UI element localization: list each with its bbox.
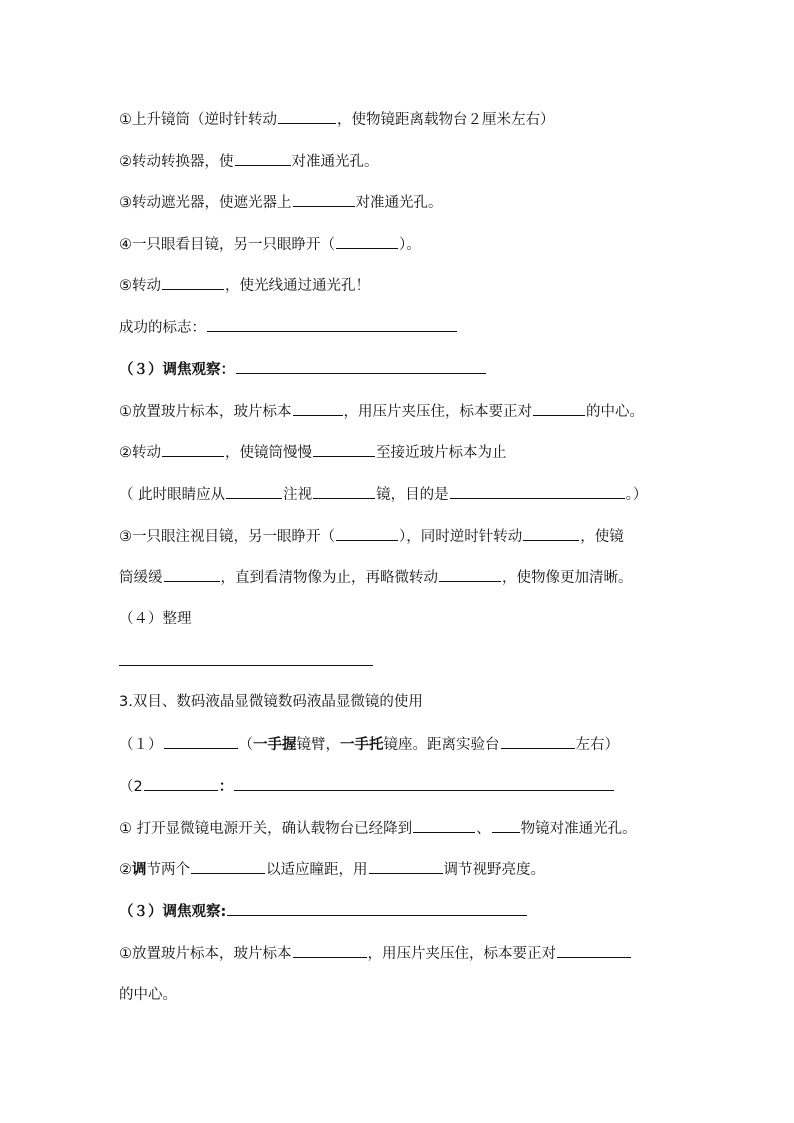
text: ）。	[399, 237, 421, 253]
fill-blank[interactable]	[162, 442, 224, 457]
fill-blank[interactable]	[191, 859, 265, 874]
text: ：	[218, 779, 234, 795]
text: ，使物像更加清晰。	[502, 570, 633, 586]
text: ②	[119, 862, 132, 878]
fill-blank[interactable]	[164, 567, 220, 582]
step-turn-coarse	[119, 442, 754, 463]
text: （４）整理	[119, 611, 192, 627]
fill-blank[interactable]	[413, 818, 475, 833]
text: 镜，目的是	[376, 487, 449, 503]
step-place-slide-2-cont	[119, 985, 754, 1005]
text: ①放置玻片标本，玻片标本	[119, 946, 292, 962]
text: ① 打开显微镜电源开关，确认载物台已经降到	[119, 821, 413, 837]
text: ④一只眼看目镜，另一只眼睁开（	[119, 237, 335, 253]
text: 至接近玻片标本为止	[376, 445, 507, 461]
step-place-slide	[119, 401, 754, 422]
fill-blank[interactable]	[226, 484, 282, 499]
text: ②转动转换器，使	[119, 154, 234, 170]
text: ，使光线通过通光孔！	[225, 278, 370, 294]
text: ②转动	[119, 445, 161, 461]
text: ③一只眼注视目镜，另一眼睁开（	[119, 529, 335, 545]
fill-blank[interactable]	[533, 401, 585, 416]
text: 节两个	[146, 862, 190, 878]
fill-blank[interactable]	[207, 317, 457, 332]
step-place-slide-2	[119, 943, 754, 964]
fill-blank[interactable]	[523, 526, 579, 541]
text: ，使镜	[580, 529, 624, 545]
text: 对准通光孔。	[291, 154, 379, 170]
text: （2	[119, 779, 143, 795]
fill-blank[interactable]	[293, 943, 367, 958]
text: （	[238, 737, 253, 753]
step-power-on	[119, 818, 754, 839]
text: 镜座。距离实验台	[383, 737, 500, 753]
step-turn-mirror	[119, 275, 754, 296]
text: 注视	[283, 487, 313, 503]
fill-blank[interactable]	[293, 192, 355, 207]
fill-blank[interactable]	[313, 442, 375, 457]
text: ，使镜筒慢慢	[225, 445, 312, 461]
text: 调节视野亮度。	[443, 862, 545, 878]
text: （１）	[119, 737, 163, 753]
text: 左右）	[575, 737, 619, 753]
success-sign	[119, 317, 754, 338]
text: 对准通光孔。	[355, 195, 443, 211]
text: 以适应瞳距，用	[266, 862, 368, 878]
text: 筒缓缓	[119, 570, 163, 586]
section-focus-heading	[119, 359, 754, 380]
section-digital-microscope	[119, 692, 754, 712]
fill-blank[interactable]	[336, 234, 398, 249]
fill-blank[interactable]	[313, 484, 375, 499]
text: 、	[476, 821, 491, 837]
fill-blank[interactable]	[492, 818, 520, 833]
step-observe-cont	[119, 567, 754, 588]
text: ，用压片夹压住，标本要正对	[343, 404, 532, 420]
fill-blank[interactable]	[439, 567, 501, 582]
fill-blank[interactable]	[278, 109, 336, 124]
step-raise-tube	[119, 109, 754, 130]
text: ⑤转动	[119, 278, 161, 294]
text: 的中心。	[586, 404, 644, 420]
step-hold	[119, 734, 754, 755]
step-turn-converter	[119, 151, 754, 172]
section-focus-heading-2	[119, 901, 754, 922]
text: 。）	[625, 487, 648, 503]
note-eyes	[119, 484, 754, 505]
text: ①上升镜筒（逆时针转动	[119, 112, 277, 128]
text: 一手握	[253, 737, 297, 753]
fill-blank[interactable]	[234, 776, 614, 791]
answer-line[interactable]	[119, 665, 373, 666]
text: ），同时逆时针转动	[399, 529, 523, 545]
text: ，直到看清物像为止，再略微转动	[220, 570, 438, 586]
fill-blank[interactable]	[336, 526, 398, 541]
text: 一手托	[340, 737, 384, 753]
fill-blank[interactable]	[557, 943, 631, 958]
step-two	[119, 776, 754, 797]
fill-blank[interactable]	[162, 275, 224, 290]
text: ③转动遮光器，使遮光器上	[119, 195, 292, 211]
fill-blank[interactable]	[144, 776, 218, 791]
text: （３）调焦观察：	[119, 362, 235, 378]
step-turn-diaphragm	[119, 192, 754, 213]
text: ，使物镜距离载物台２厘米左右）	[337, 112, 555, 128]
text: （ 此时眼睛应从	[119, 487, 226, 503]
fill-blank[interactable]	[450, 484, 625, 499]
fill-blank[interactable]	[501, 734, 575, 749]
text: ，用压片夹压住，标本要正对	[367, 946, 556, 962]
text: 的中心。	[119, 987, 177, 1003]
fill-blank[interactable]	[227, 901, 527, 916]
text: （３）调焦观察:	[119, 904, 227, 920]
text: 3.双目、数码液晶显微镜数码液晶显微镜的使用	[119, 694, 423, 710]
step-adjust	[119, 859, 754, 880]
text: 调	[132, 862, 147, 878]
step-eyes	[119, 234, 754, 255]
fill-blank[interactable]	[293, 401, 343, 416]
text: 成功的标志：	[119, 320, 206, 336]
text: ①放置玻片标本，玻片标本	[119, 404, 292, 420]
step-observe	[119, 526, 754, 547]
text: 镜臂，	[296, 737, 340, 753]
text: 物镜对准通光孔。	[520, 821, 637, 837]
fill-blank[interactable]	[164, 734, 238, 749]
fill-blank[interactable]	[235, 151, 291, 166]
fill-blank[interactable]	[369, 859, 443, 874]
fill-blank[interactable]	[236, 359, 486, 374]
section-tidy-heading	[119, 609, 754, 629]
